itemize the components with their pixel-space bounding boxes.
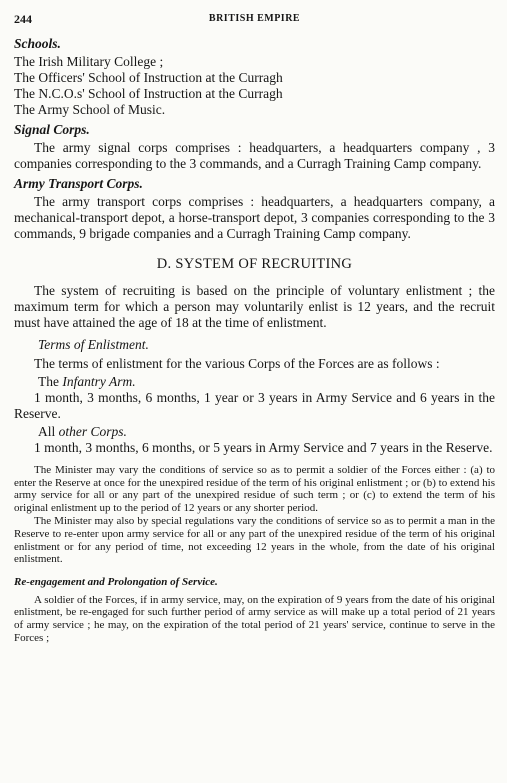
other-label-prefix: All [38, 424, 59, 439]
school-item: The Army School of Music. [14, 102, 166, 117]
schools-heading: Schools. [14, 36, 61, 51]
recruiting-intro: The system of recruiting is based on the principle of voluntary enlistment ; the maximum term for which a person may voluntarily enlist is 12 years, and the recruit must have attained the age of 18 at the time of enlistment. [14, 283, 495, 330]
school-item: The Officers' School of Instruction at the Curragh [14, 70, 283, 85]
infantry-label-italic: Infantry Arm. [62, 374, 136, 389]
army-transport-heading: Army Transport Corps. [14, 176, 143, 191]
terms-text: The terms of enlistment for the various Corps of the Forces are as follows : [34, 356, 440, 371]
page-header [14, 8, 495, 32]
army-transport-text: The army transport corps comprises : headquarters, a headquarters company, a mechanical-transport depot, a horse-transport depot, 3 companies corresponding to the 3 commands, 9 brigade companies and a Curragh Training Camp company. [14, 194, 495, 241]
terms-heading: Terms of Enlistment. [38, 337, 149, 352]
other-label-italic: other Corps. [58, 424, 127, 439]
minister-paragraph-2: The Minister may also by special regulations vary the conditions of service so as to permit a man in the Reserve to re-enter upon army service for all or any part of the unexpired residue of the term of his original enlistment or for any period of time, not exceeding 12 years in the whole, from the date of his original enlistment. [14, 515, 495, 566]
section-title: D. SYSTEM OF RECRUITING [156, 256, 353, 272]
signal-corps-text: The army signal corps comprises : headquarters, a headquarters company , 3 companies corresponding to the 3 commands, and a Curragh Training Camp company. [14, 140, 495, 171]
signal-corps-heading: Signal Corps. [14, 122, 90, 137]
reengagement-text: A soldier of the Forces, if in army service, may, on the expiration of 9 years from the date of his original enlistment, be re-engaged for such further period of army service as will make up a total period of 21 years of army service ; he may, on the expiration of the total period of 21 years' service, continue to serve in the Forces ; [14, 593, 495, 644]
school-item: The N.C.O.s' School of Instruction at the Curragh [14, 86, 283, 101]
page-number: 244 [14, 12, 32, 26]
school-item: The Irish Military College ; [14, 54, 164, 69]
infantry-label [38, 374, 495, 390]
infantry-label-prefix: The [38, 374, 63, 389]
infantry-text: 1 month, 3 months, 6 months, 1 year or 3 years in Army Service and 6 years in the Reserve. [14, 390, 495, 421]
other-corps-text: 1 month, 3 months, 6 months, or 5 years in Army Service and 7 years in the Reserve. [34, 440, 493, 455]
minister-paragraph-1: The Minister may vary the conditions of service so as to permit a soldier of the Forces either : (a) to enter the Reserve at once for the unexpired residue of the term of his original enlistment ; or (b) to extend his army service for all or any part of the unexpired residue of such term ; or (c) to extend the term of his original enlistment up to the period of 12 years or any shorter period. [14, 464, 495, 514]
other-corps-label [38, 424, 495, 440]
reengagement-heading: Re-engagement and Prolongation of Service. [14, 575, 218, 588]
running-title: BRITISH EMPIRE [208, 13, 301, 24]
